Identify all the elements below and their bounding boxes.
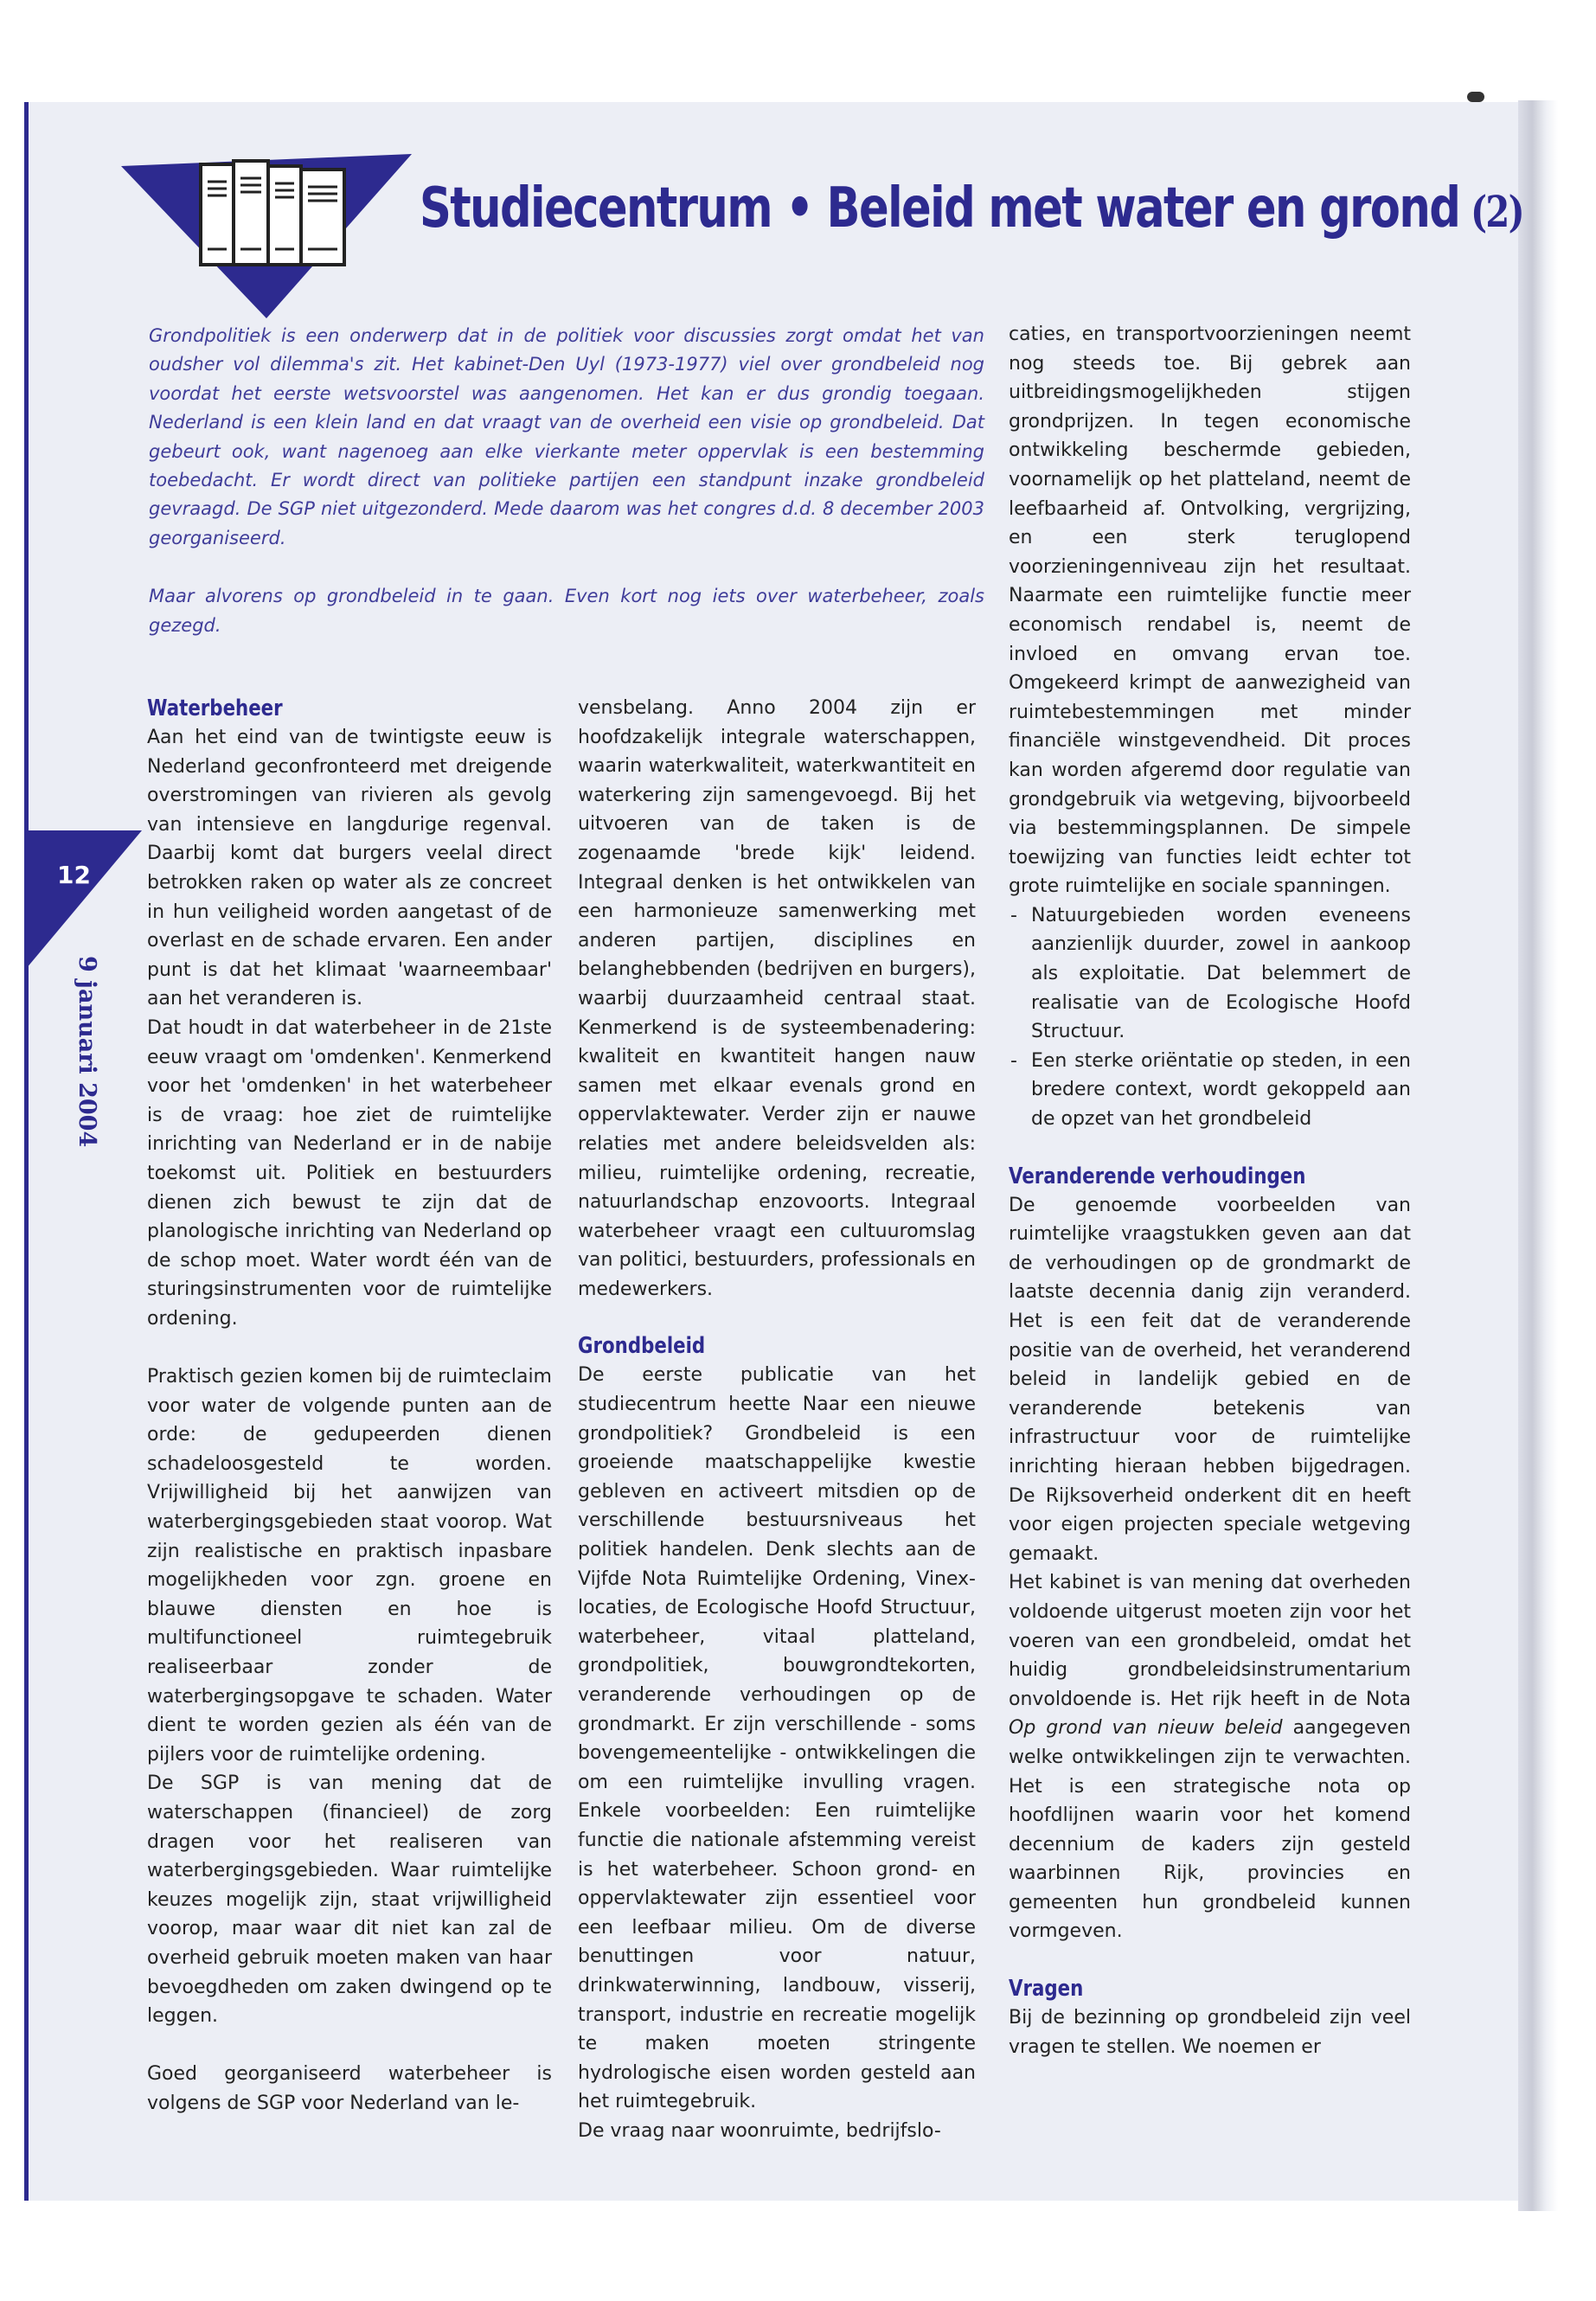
column-2: [578, 694, 976, 2146]
paragraph: Aan het eind van de twintigste eeuw is Nederland geconfronteerd met dreigende overstromingen van rivieren als gevolg van intensieve en langdurige regenval. Daarbij komt dat burgers veelal direct betrokken raken op water als ze concreet in hun veiligheid worden aangetast of de overlast en de schade ervaren. Een ander punt is dat het klimaat 'waarneembaar' aan het veranderen is.: [147, 727, 552, 1010]
paragraph: Bij de bezinning op grondbeleid zijn veel vragen te stellen. We noemen er: [1009, 2007, 1411, 2058]
intro-block: [149, 322, 984, 670]
nota-title: Op grond van nieuw beleid: [1009, 1717, 1283, 1740]
staple-mark: [1467, 92, 1484, 102]
paragraph: caties, en transportvoorzieningen neemt nog steeds toe. Bij gebrek aan uitbreidingsmogelijkheden stijgen grondprijzen. In tegen economische ontwikkeling beschermde gebieden, voornamelijk op het platteland, neemt de leefbaarheid af. Ontvolking, vergrijzing, en een sterk teruglopend voorzieningenniveau zijn het resultaat. Naarmate een ruimtelijke functie meer economisch rendabel is, neemt de invloed en omvang ervan toe. Omgekeerd krimpt de aanwezigheid van ruimtebestemmingen met minder financiële winstgevendheid. Dit proces kan worden afgeremd door regulatie van grondgebruik via wetgeving, bijvoorbeeld via bestemmingsplannen. De simpele toewijzing van functies leidt echter tot grote ruimtelijke en sociale spanningen.: [1009, 324, 1411, 898]
paragraph: De SGP is van mening dat de waterschappen (financieel) de zorg dragen voor het realiseren van waterbergingsgebieden. Waar ruimtelijke keuzes mogelijk zijn, staat vrijwilligheid voorop, maar waar dit niet kan zal de overheid gebruik moeten maken van haar bevoegdheden om zaken dwingend op te leggen.: [147, 1772, 552, 2028]
page-number-tab: [26, 830, 142, 969]
paragraph: Goed georganiseerd waterbeheer is volgens de SGP voor Nederland van le-: [147, 2063, 552, 2114]
paragraph-text: aangegeven welke ontwikkelingen zijn te verwachten. Het is een strategische nota op hoofdlijnen waarin voor het komend decennium de kaders zijn gesteld waarbinnen Rijk, provincies en gemeenten hun grondbeleid kunnen vormgeven.: [1009, 1717, 1411, 1943]
paragraph: Dat houdt in dat waterbeheer in de 21ste eeuw vraagt om 'omdenken'. Kenmerkend voor het 'omdenken' in het waterbeheer is de vraag: hoe ziet de ruimtelijke inrichting van Nederland er in de nabije toekomst uit. Politiek en bestuurders dienen zich bewust te zijn dat de planologische inrichting van Nederland op de schop moet. Water wordt één van de sturingsinstrumenten voor de ruimtelijke ordening.: [147, 1016, 552, 1330]
intro-paragraph: Grondpolitiek is een onderwerp dat in de politiek voor discussies zorgt omdat het van oudsher vol dilemma's zit. Het kabinet-Den Uyl (1973-1977) viel over grondbeleid nog voordat het eerste wetsvoorstel was aangenomen. Het kan er dus grondig toegaan. Nederland is een klein land en dat vraagt van de overheid een visie op grondbeleid. Dat gebeurt ook, want nagenoeg aan elke vierkante meter oppervlak is een bestemming toebedacht. Er wordt direct van politieke partijen een standpunt inzake grondbeleid gevraagd. De SGP niet uitgezonderd. Mede daarom was het congres d.d. 8 december 2003 georganiseerd.: [149, 325, 984, 548]
bullet-list: [1009, 901, 1411, 1134]
column-3: [1009, 320, 1411, 2061]
paragraph: Praktisch gezien komen bij de ruimteclaim voor water de volgende punten aan de orde: de gedupeerden dienen schadeloosgesteld te worden. Vrijwilligheid bij het aanwijzen van waterbergingsgebieden staat voorop. Wat zijn realistische en praktisch inpasbare mogelijkheden voor zgn. groene en blauwe diensten en hoe is multifunctioneel ruimtegebruik realiseerbaar zonder de waterbergingsopgave te schaden. Water dient te worden gezien als één van de pijlers voor de ruimtelijke ordening.: [147, 1366, 552, 1766]
page-title: [420, 176, 1523, 240]
title-text: Studiecentrum • Beleid met water en grond: [420, 176, 1460, 240]
issue-date: 9 januari 2004: [74, 956, 100, 1148]
paragraph: De vraag naar woonruimte, bedrijfslo-: [578, 2119, 941, 2142]
paragraph-text: Het kabinet is van mening dat overheden voldoende uitgerust moeten zijn voor het voeren van een grondbeleid, omdat het huidig grondbeleidsinstrumentarium onvoldoende is. Het rijk heeft in de Nota: [1009, 1572, 1411, 1710]
title-part-number: (2): [1471, 186, 1523, 237]
paragraph: vensbelang. Anno 2004 zijn er hoofdzakelijk integrale waterschappen, waarin waterkwaliteit, waterkwantiteit en waterkering zijn samengevoegd. Bij het uitvoeren van de taken is de zogenaamde 'brede kijk' leidend. Integraal denken is het ontwikkelen van een harmonieuze samenwerking met anderen partijen, disciplines en belanghebbenden (bedrijven en burgers), waarbij duurzaamheid centraal staat. Kenmerkend is de systeembenadering: kwaliteit en kwantiteit hangen nauw samen met elkaar evenals grond en oppervlaktewater. Verder zijn er nauwe relaties met andere beleidsvelden als: milieu, ruimtelijke ordening, recreatie, natuurlandschap enzovoorts. Integraal waterbeheer vraagt een cultuuromslag van politici, bestuurders, professionals en medewerkers.: [578, 697, 976, 1300]
paragraph: De eerste publicatie van het studiecentrum heette Naar een nieuwe grondpolitiek? Grondbeleid is een groeiende maatschappelijke kwestie gebleven en activeert mitsdien op de verschillende bestuursniveaus het politiek handelen. Denk slechts aan de Vijfde Nota Ruimtelijke Ordening, Vinex-locaties, de Ecologische Hoofd Structuur, waterbeheer, vitaal platteland, grondpolitiek, bouwgrondtekorten, veranderende verhoudingen op de grondmarkt. Er zijn verschillende - soms bovengemeentelijke - ontwikkelingen die om een ruimtelijke invulling vragen. Enkele voorbeelden: Een ruimtelijke functie die nationale afstemming vereist is het waterbeheer. Schoon grond- en oppervlaktewater zijn essentieel voor een leefbaar milieu. Om de diverse benuttingen voor natuur, drinkwaterwinning, landbouw, visserij, transport, industrie en recreatie mogelijk te maken moeten stringente hydrologische eisen worden gesteld aan het ruimtegebruik.: [578, 1364, 976, 2113]
bookshelf-icon: [195, 156, 351, 272]
list-item: - Een sterke oriëntatie op steden, in een bredere context, wordt gekoppeld aan de opzet van het grondbeleid: [1009, 1047, 1411, 1134]
page-number: 12: [57, 861, 91, 889]
section-heading-vragen: Vragen: [1009, 1976, 1084, 2003]
page-curl: [1518, 100, 1558, 2211]
section-heading-grondbeleid: Grondbeleid: [578, 1333, 706, 1360]
page-spine: [24, 102, 29, 2201]
section-heading-veranderende-verhoudingen: Veranderende verhoudingen: [1009, 1163, 1306, 1189]
section-heading-waterbeheer: Waterbeheer: [147, 695, 283, 721]
list-item: - Natuurgebieden worden eveneens aanzienlijk duurder, zowel in aankoop als exploitatie. Dat belemmert de realisatie van de Ecologische Hoofd Structuur.: [1009, 901, 1411, 1047]
paragraph: De genoemde voorbeelden van ruimtelijke vraagstukken geven aan dat de verhoudingen op de grondmarkt de laatste decennia danig zijn veranderd. Het is een feit dat de veranderende positie van de overheid, het veranderend beleid in landelijk gebied en de veranderende betekenis van infrastructuur voor de ruimtelijke inrichting hieraan hebben bijgedragen. De Rijksoverheid onderkent dit en heeft voor eigen projecten speciale wetgeving gemaakt.: [1009, 1194, 1411, 1565]
intro-paragraph: Maar alvorens op grondbeleid in te gaan. Even kort nog iets over waterbeheer, zoals gezegd.: [149, 586, 984, 636]
column-1: [147, 694, 552, 2118]
paragraph: [1009, 1568, 1411, 1946]
